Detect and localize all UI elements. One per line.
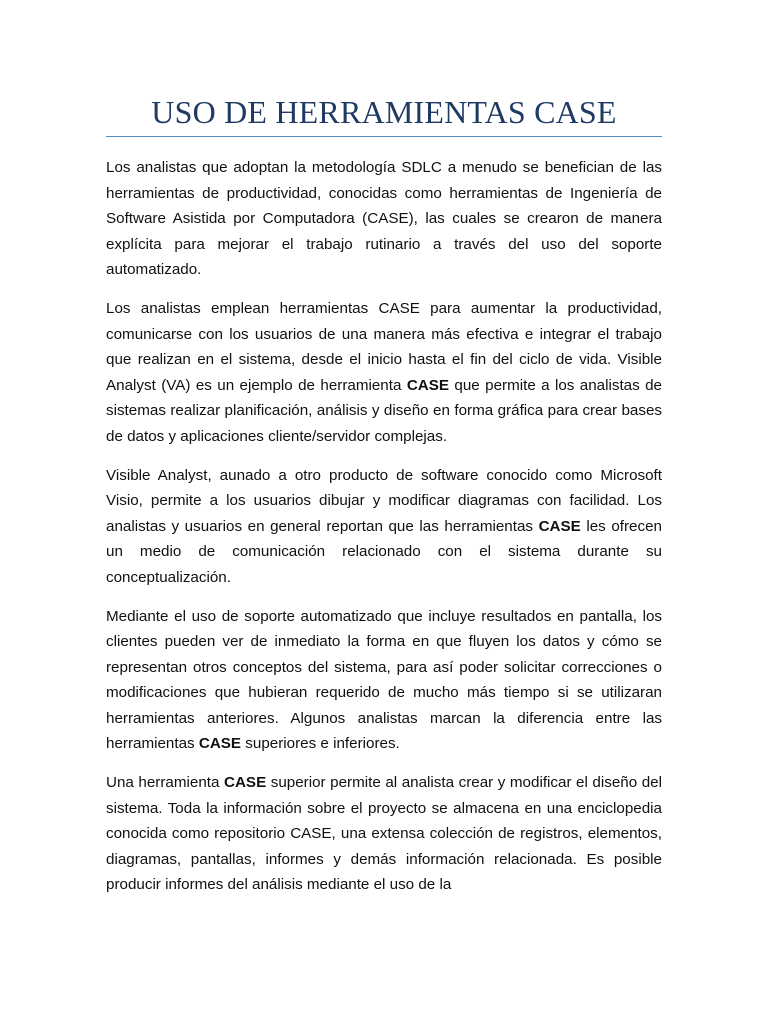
paragraph-2 [106, 296, 662, 450]
text-run: superior permite al analista crear y modificar el diseño del sistema. Toda la información sobre el proyecto se almacena en una enciclopedia conocida como repositorio CASE, una extensa colección de registros, elementos, diagramas, pantallas, informes y demás información relacionada. Es posible producir informes del análisis mediante el uso de la [106, 774, 662, 894]
paragraph-3 [106, 463, 662, 591]
paragraph-4 [106, 604, 662, 758]
text-run: Mediante el uso de soporte automatizado que incluye resultados en pantalla, los clientes pueden ver de inmediato la forma en que fluyen los datos y cómo se representan otros conceptos del sistema, para así poder solicitar correcciones o modificaciones que hubieran requerido de mucho más tiempo si se utilizaran herramientas anteriores. Algunos analistas marcan la diferencia entre las herramientas [106, 607, 662, 753]
document-title: USO DE HERRAMIENTAS CASE [151, 94, 617, 130]
bold-term: CASE [198, 735, 242, 753]
text-run: Una herramienta [106, 774, 224, 792]
bold-term: CASE [538, 517, 581, 535]
bold-term: CASE [406, 376, 450, 394]
text-run: Visible Analyst, aunado a otro producto de software conocido como Microsoft Visio, permite a los usuarios dibujar y modificar diagramas con facilidad. Los analistas y usuarios en general reportan que las herramientas [106, 466, 662, 535]
text-run: Los analistas que adoptan la metodología SDLC a menudo se benefician de las herramientas de productividad, conocidas como herramientas de Ingeniería de Software Asistida por Computadora (CASE), las cuales se crearon de manera explícita para mejorar el trabajo rutinario a través del uso del soporte automatizado. [106, 159, 662, 279]
bold-term: CASE [224, 774, 267, 792]
paragraph-5 [106, 770, 662, 898]
text-run: les ofrecen un medio de comunicación relacionado con el sistema durante su conceptualización. [106, 517, 662, 586]
title-underline [106, 136, 662, 137]
text-run: que permite a los analistas de sistemas realizar planificación, análisis y diseño en forma gráfica para crear bases de datos y aplicaciones cliente/servidor complejas. [106, 376, 663, 445]
paragraph-1 [106, 155, 662, 283]
document-body [106, 155, 662, 911]
text-run: superiores e inferiores. [241, 735, 400, 753]
text-run: Los analistas emplean herramientas CASE para aumentar la productividad, comunicarse con los usuarios de una manera más efectiva e integrar el trabajo que realizan en el sistema, desde el inicio hasta el fin del ciclo de vida. Visible Analyst (VA) es un ejemplo de herramienta [106, 299, 662, 394]
